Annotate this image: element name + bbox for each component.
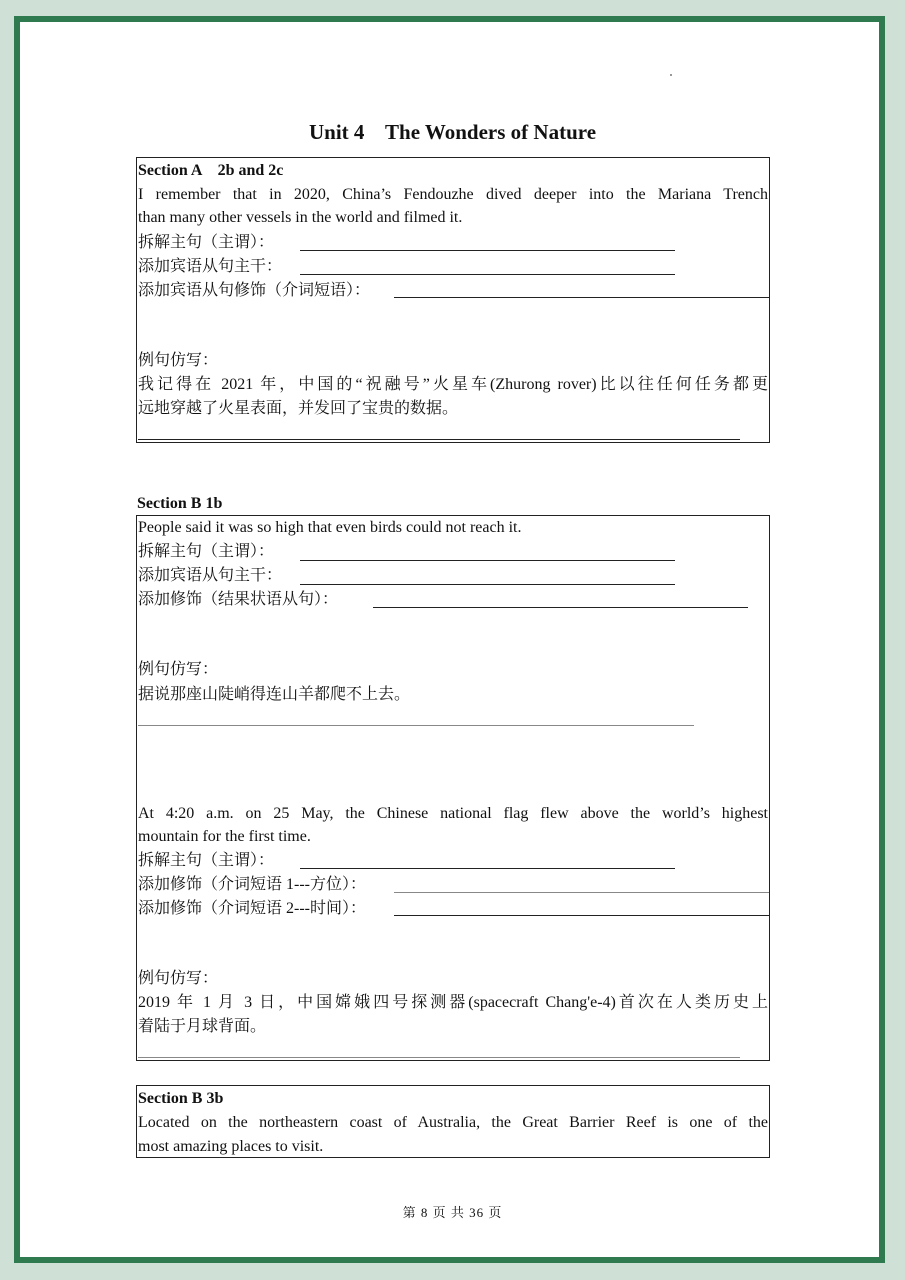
answer-blank[interactable] <box>300 274 675 275</box>
answer-blank[interactable] <box>138 725 694 726</box>
page-number: 第 8 页 共 36 页 <box>402 1205 503 1220</box>
answer-blank[interactable] <box>138 1057 740 1058</box>
section-b1b-example-label-2: 例句仿写： <box>138 970 219 987</box>
section-b1b-prompt-main-clause: 拆解主句（主谓）： <box>138 543 275 560</box>
section-b3b-sentence-line1: Located on the northeastern coast of Australia, the Great Barrier Reef is one of the <box>138 1114 768 1131</box>
section-a-heading: Section A 2b and 2c <box>138 162 284 179</box>
answer-blank[interactable] <box>394 297 769 298</box>
answer-blank[interactable] <box>394 915 769 916</box>
section-b1b-prompt-time-phrase: 添加修饰（介词短语 2---时间）： <box>138 900 366 917</box>
section-b1b-sentence2-line1: At 4:20 a.m. on 25 May, the Chinese national flag flew above the world’s highest <box>138 805 768 822</box>
answer-blank[interactable] <box>138 439 740 440</box>
page-title: Unit 4 The Wonders of Nature <box>308 120 597 144</box>
answer-blank[interactable] <box>373 607 748 608</box>
section-a-sentence-line2: than many other vessels in the world and filmed it. <box>138 209 463 226</box>
section-a-prompt-object-clause: 添加宾语从句主干： <box>138 258 283 275</box>
answer-blank[interactable] <box>300 250 675 251</box>
section-b1b-sentence1: People said it was so high that even birds could not reach it. <box>138 519 522 536</box>
section-b3b-sentence-line2: most amazing places to visit. <box>138 1138 324 1155</box>
section-b1b-heading: Section B 1b <box>137 495 223 512</box>
scan-speck <box>670 74 672 76</box>
section-b1b-example-label: 例句仿写： <box>138 661 219 678</box>
answer-blank[interactable] <box>300 560 675 561</box>
section-a-example-line2: 远地穿越了火星表面，并发回了宝贵的数据。 <box>138 400 459 417</box>
section-b1b-example2-line2: 着陆于月球背面。 <box>138 1018 267 1035</box>
section-a-example-line1: 我记得在 2021 年，中国的“祝融号”火星车(Zhurong rover)比以往任何任务都更 <box>138 376 768 393</box>
answer-blank[interactable] <box>300 868 675 869</box>
section-b1b-sentence2-line2: mountain for the first time. <box>138 828 311 845</box>
section-b3b-heading: Section B 3b <box>138 1090 224 1107</box>
section-b1b-prompt-main-clause-2: 拆解主句（主谓）： <box>138 852 275 869</box>
section-b1b-prompt-object-clause: 添加宾语从句主干： <box>138 567 283 584</box>
section-a-prompt-main-clause: 拆解主句（主谓）： <box>138 234 275 251</box>
answer-blank[interactable] <box>394 892 769 893</box>
section-b1b-example1: 据说那座山陡峭得连山羊都爬不上去。 <box>138 686 411 703</box>
section-a-sentence-line1: I remember that in 2020, China’s Fendouzhe dived deeper into the Mariana Trench <box>138 186 768 203</box>
section-b1b-prompt-result-clause: 添加修饰（结果状语从句）： <box>138 591 339 608</box>
section-b1b-example2-line1: 2019 年 1 月 3 日，中国嫦娥四号探测器(spacecraft Chang'e-4)首次在人类历史上 <box>138 994 768 1011</box>
answer-blank[interactable] <box>300 584 675 585</box>
section-a-example-label: 例句仿写： <box>138 352 219 369</box>
section-a-prompt-modifier: 添加宾语从句修饰（介词短语）： <box>138 282 371 299</box>
section-b1b-prompt-place-phrase: 添加修饰（介词短语 1---方位）： <box>138 876 366 893</box>
